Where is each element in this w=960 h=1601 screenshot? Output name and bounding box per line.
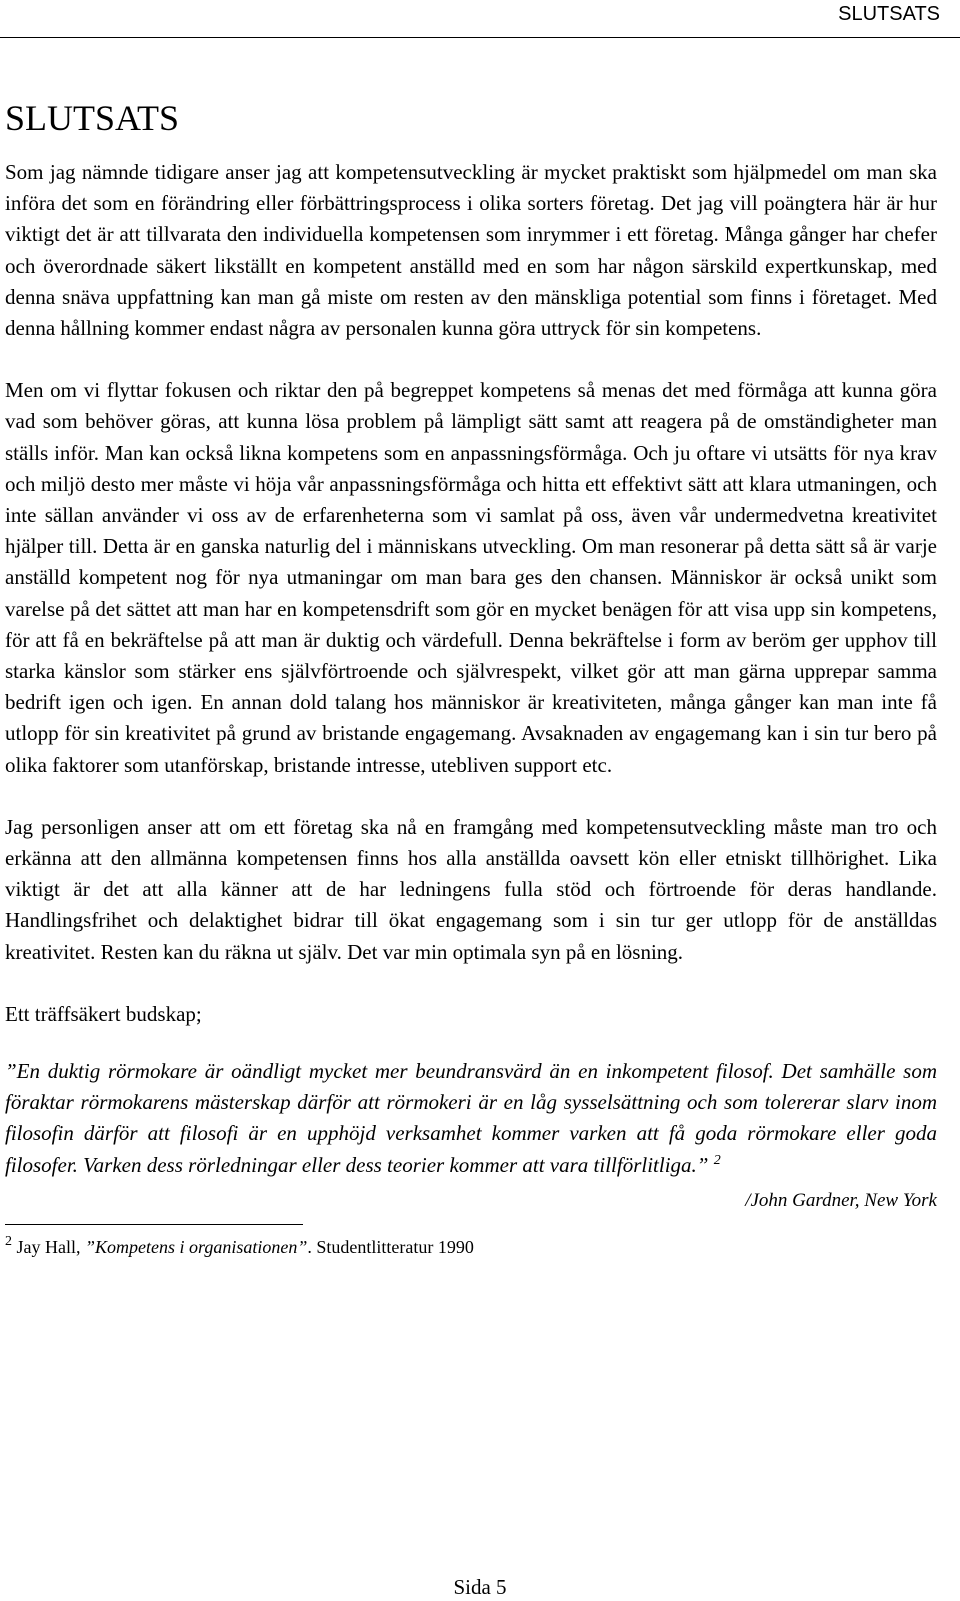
paragraph-spacer xyxy=(5,781,937,812)
paragraph-1: Som jag nämnde tidigare anser jag att kompetensutveckling är mycket praktiskt som hjälpmedel om man ska införa det som en förändring eller förbättringsprocess i olika sorters företag. Det jag vill poängtera här är hur viktigt det är att tillvarata den individuella kompetensen som inrymmer i ett företag. Många gånger har chefer och överordnade säkert likställt en kompetent anställd med en som har någon särskild expertkunskap, med denna snäva uppfattning kan man gå miste om resten av den mänskliga potential som finns i företaget. Med denna hållning kommer endast några av personalen kunna göra uttryck för sin kompetens. xyxy=(5,160,937,341)
paragraph-3: Jag personligen anser att om ett företag ska nå en framgång med kompetensutveckling måste man tro och erkänna att den allmänna kompetensen finns hos alla anställda oavsett kön eller etniskt tillhörighet. Lika viktigt är det att alla känner att de har ledningens fulla stöd och förtroende för deras handlande. Handlingsfrihet och delaktighet bidrar till ökat engagemang som i sin tur ger utlopp för de anställdas kreativitet. Resten kan du räkna ut själv. Det var min optimala syn på en lösning. xyxy=(5,814,937,964)
quote-text: ”En duktig rörmokare är oändligt mycket mer beundransvärd än en inkompetent filosof. Det samhälle som föraktar rörmokarens mästerskap därför att rörmokeri är en låg sysselsättning och som tolererar slarv inom filosofin därför att filosofi är en upphöjd verksamhet kommer varken att få goda rörmokare eller goda filosofer. Varken dess rörledningar eller dess teorier kommer att vara tillförlitliga.” xyxy=(5,1059,937,1177)
footnote-number: 2 xyxy=(5,1233,12,1249)
footnote-work-title: ”Kompetens i organisationen” xyxy=(84,1236,308,1257)
paragraph-spacer xyxy=(5,1030,937,1056)
paragraph-spacer xyxy=(5,968,937,999)
footnote-publisher: . Studentlitteratur 1990 xyxy=(307,1236,474,1257)
footnote xyxy=(5,1233,937,1261)
page-title: SLUTSATS xyxy=(5,98,180,138)
running-header xyxy=(0,0,960,38)
running-header-title: SLUTSATS xyxy=(838,3,940,25)
paragraph-2: Men om vi flyttar fokusen och riktar den på begreppet kompetens så menas det med förmåga att kunna göra vad som behöver göras, att kunna lösa problem på lämpligt sätt samt att reagera på de omständigheter man ställs inför. Man kan också likna kompetens som en anpassningsförmåga. Och ju oftare vi utsätts för nya krav och miljö desto mer måste vi höja vår anpassningsförmåga och hitta ett effektivt sätt att klara utmaningen, och inte sällan använder vi oss av de erfarenheterna som vi samlat på oss, även vår undermedvetna kreativitet hjälper till. Detta är en ganska naturlig del i människans utveckling. Om man resonerar på detta sätt så är varje anställd kompetent nog för nya utmaningar om man bara ges den chansen. Människor är också unikt som varelse på det sättet att man har en kompetensdrift som gör en mycket benägen för att visa upp sin kompetens, för att få en bekräftelse på att man är duktig och värdefull. Denna bekräftelse i form av beröm ger upphov till starka känslor som stärker ens självförtroende och självrespekt, vilket gör att man gärna upprepar samma bedrift igen och igen. En annan dold talang hos människor är kreativiteten, många gånger kan man inte få utlopp för sin kreativitet på grund av bristande engagemang. Avsaknaden av engagemang kan i sin tur bero på olika faktorer som utanförskap, bristande intresse, utebliven support etc. xyxy=(5,378,937,777)
paragraph-spacer xyxy=(5,344,937,375)
footnote-divider xyxy=(5,1224,303,1225)
page-number: Sida 5 xyxy=(453,1575,507,1599)
footnote-reference[interactable]: 2 xyxy=(713,1152,721,1168)
document-body xyxy=(5,94,937,1261)
quote-intro: Ett träffsäkert budskap; xyxy=(5,1001,202,1026)
quote-signature: /John Gardner, New York xyxy=(745,1189,937,1211)
footnote-author: Jay Hall, xyxy=(16,1236,85,1257)
quote-block xyxy=(5,1056,937,1181)
